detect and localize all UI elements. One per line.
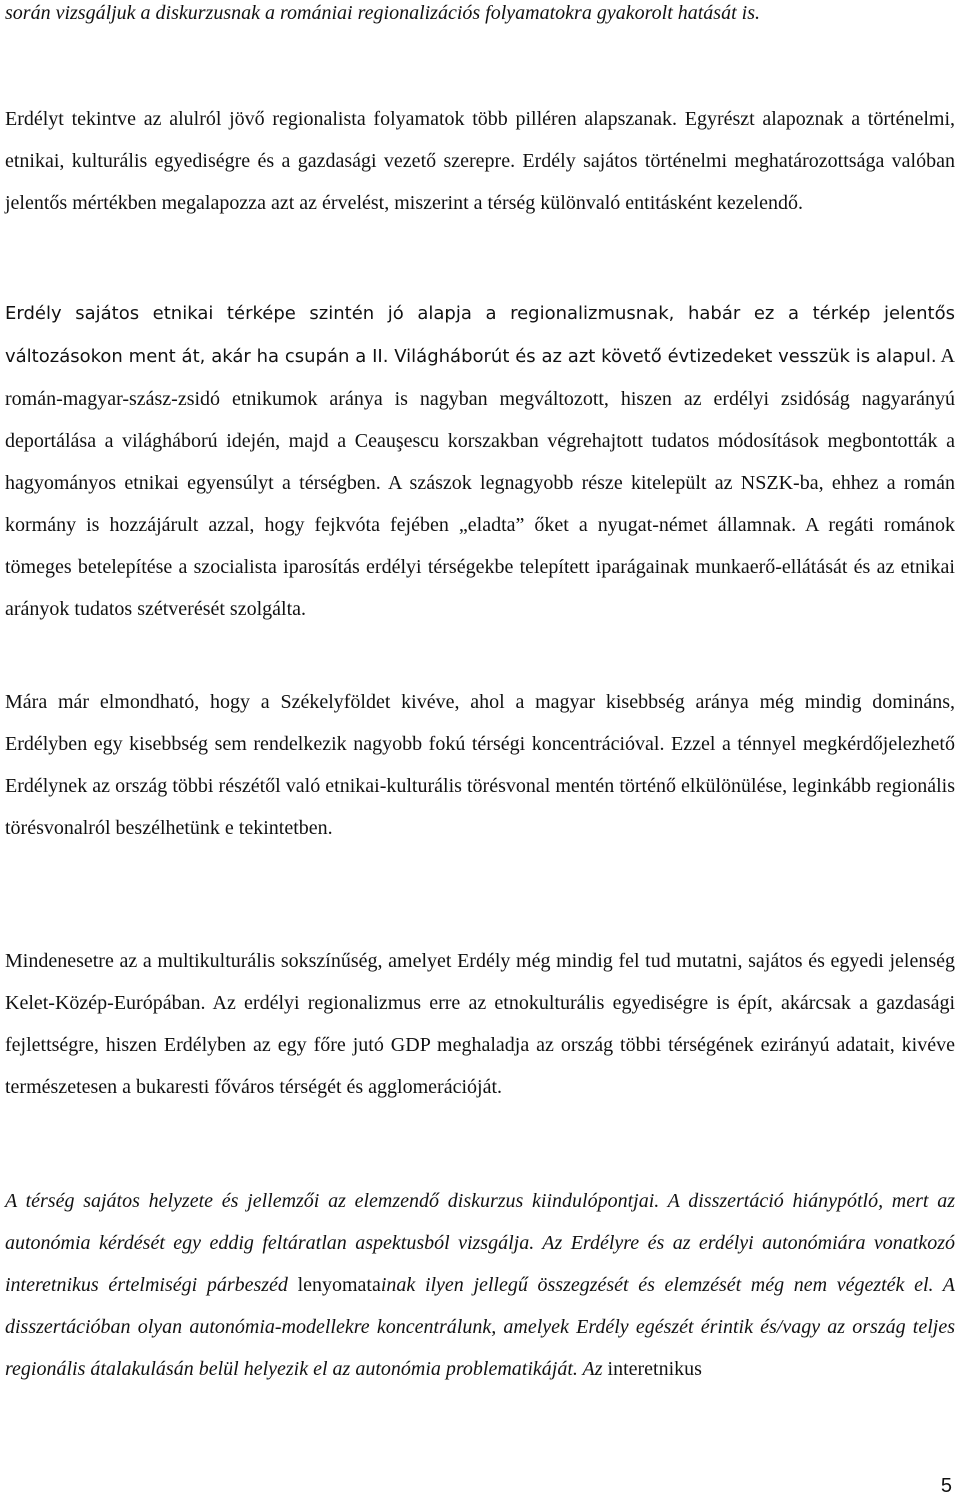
dissertation-focus-italic-2: inak ilyen jellegű összegzését és elemzését még nem végezték el. A disszertációban olyan autonómia-modellekre koncentrálunk, amelyek Erdély egészét érintik és/vagy az ország teljes regionális átalakulásán belül helyezik el az autonómia problematikáját. (5, 1274, 955, 1380)
paragraph-ethnic-map-lead: Erdély sajátos etnikai térképe szintén jó alapja a regionalizmusnak, habár ez a térkép jelentős változásokon ment át, akár ha csupán a II. Világháborút és az azt követő évtizedeket vesszük is alapul. (5, 303, 955, 367)
paragraph-multicultural: Mindenesetre az a multikulturális sokszínűség, amelyet Erdély még mindig fel tud mutatni, sajátos és egyedi jelenség Kelet-Közép-Európában. Az erdélyi regionalizmus erre az etnokulturális egyediségre is épít, akárcsak a gazdasági fejlettségre, hiszen Erdélyben az egy főre jutó GDP meghaladja az ország többi térségének ezirányú adatait, kivéve természetesen a bukaresti főváros térségét és agglomerációját. (5, 950, 955, 1098)
paragraph-ethnic-map-body: A román-magyar-szász-zsidó etnikumok aránya is nagyban megváltozott, hiszen az erdélyi zsidóság nagyarányú deportálása a világháború idején, majd a Ceauşescu korszakban végrehajtott tudatos módosítások megbontották a hagyományos etnikai egyensúlyt a térségben. A szászok legnagyobb része kitelepült az NSZK-ba, ehhez a román kormány is hozzájárult azzal, hogy fejkvóta fejében „eladta” őket a nyugat-német államnak. A regáti románok tömeges betelepítése a szocialista iparosítás erdélyi térségekbe telepített iparágainak munkaerő-ellátását és az etnikai arányok tudatos szétverését szolgálta. (5, 345, 955, 620)
paragraph-dissertation-focus (5, 1180, 955, 1390)
paragraph-regionalist-pillars: Erdélyt tekintve az alulról jövő regionalista folyamatok több pilléren alapszanak. Egyrészt alapoznak a történelmi, etnikai, kulturális egyediségre és a gazdasági vezető szerepre. Erdély sajátos történelmi meghatározottsága valóban jelentős mértékben megalapozza azt az érvelést, miszerint a térség különvaló entitásként kezelendő. (5, 108, 955, 214)
paragraph-szekelyfold: Mára már elmondható, hogy a Székelyföldet kivéve, ahol a magyar kisebbség aránya még mindig domináns, Erdélyben egy kisebbség sem rendelkezik nagyobb fokú térségi koncentrációval. Ezzel a ténnyel megkérdőjelezhető Erdélynek az ország többi részétől való etnikai-kulturális törésvonal mentén történő elkülönülése, leginkább regionális törésvonalról beszélhetünk e tekintetben. (5, 691, 955, 839)
intro-paragraph: során vizsgáljuk a diskurzusnak a romániai regionalizációs folyamatokra gyakorolt hatását is. (5, 2, 760, 24)
page-number: 5 (940, 1475, 952, 1497)
dissertation-focus-roman-tail: interetnikus (602, 1358, 702, 1380)
dissertation-focus-roman-word: lenyomata (297, 1274, 381, 1296)
dissertation-focus-italic-1: A térség sajátos helyzete és jellemzői az elemzendő diskurzus kiindulópontjai. A disszertáció hiánypótló, mert az autonómia kérdését egy eddig feltáratlan aspektusból vizsgálja. Az Erdélyre és az erdélyi autonómiára vonatkozó interetnikus értelmiségi párbeszéd (5, 1190, 955, 1296)
paragraph-ethnic-map (5, 292, 955, 630)
dissertation-focus-italic-3: Az (582, 1358, 603, 1380)
